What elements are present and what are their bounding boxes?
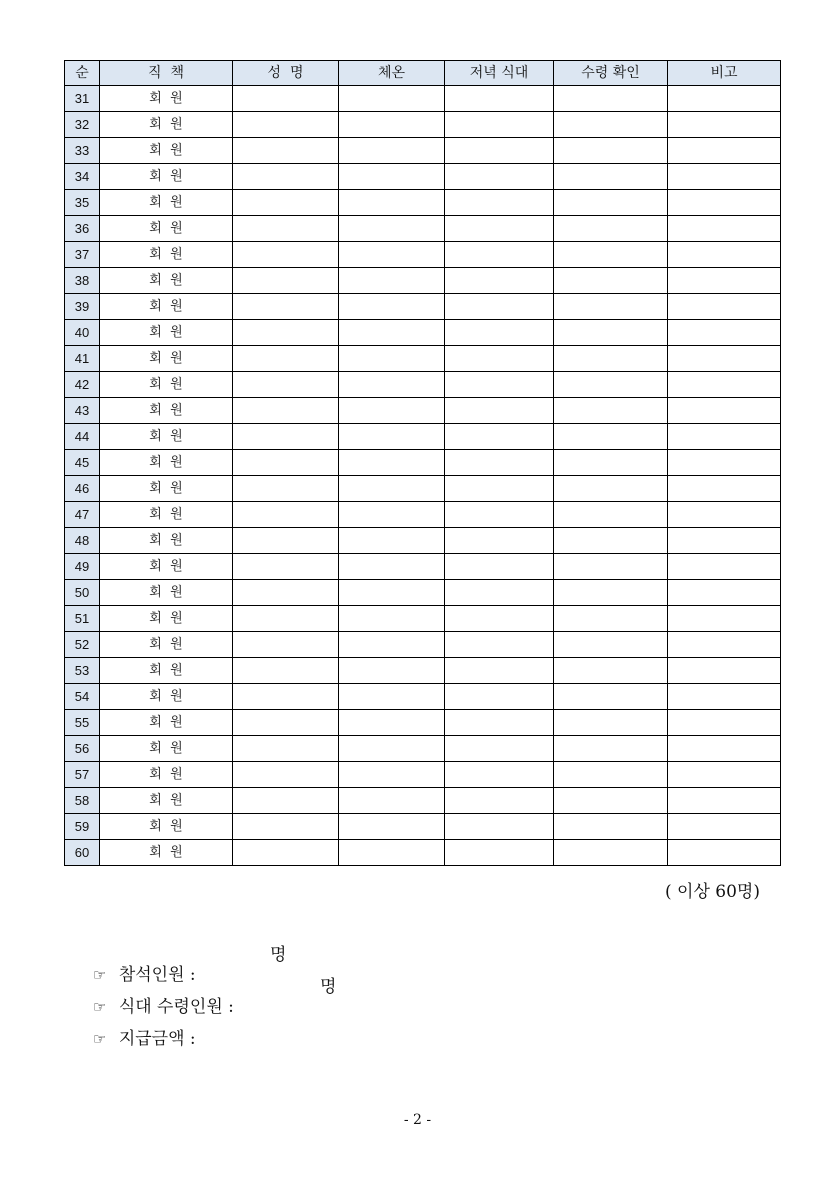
table-row <box>65 372 781 398</box>
row-receipt-confirm-field[interactable] <box>554 606 668 632</box>
row-name-field[interactable] <box>233 216 339 242</box>
table-row <box>65 320 781 346</box>
pointing-hand-icon: ☞ <box>92 966 107 984</box>
memo-allowance-recipients-label: 식대 수령인원 : <box>118 997 234 1017</box>
row-temperature-field[interactable] <box>339 788 445 814</box>
row-dinner-allowance-field[interactable] <box>445 788 554 814</box>
row-name-field[interactable] <box>233 684 339 710</box>
row-name-field[interactable] <box>233 112 339 138</box>
row-dinner-allowance-field[interactable] <box>445 736 554 762</box>
row-position: 회 원 <box>100 294 233 320</box>
row-receipt-confirm-field[interactable] <box>554 268 668 294</box>
row-name-field[interactable] <box>233 658 339 684</box>
row-temperature-field[interactable] <box>339 216 445 242</box>
row-number: 44 <box>65 424 100 450</box>
row-remarks-field[interactable] <box>668 736 781 762</box>
row-dinner-allowance-field[interactable] <box>445 710 554 736</box>
row-receipt-confirm-field[interactable] <box>554 632 668 658</box>
row-name-field[interactable] <box>233 554 339 580</box>
table-row <box>65 684 781 710</box>
row-dinner-allowance-field[interactable] <box>445 216 554 242</box>
row-position: 회 원 <box>100 528 233 554</box>
row-position: 회 원 <box>100 86 233 112</box>
table-row <box>65 606 781 632</box>
row-number: 55 <box>65 710 100 736</box>
row-remarks-field[interactable] <box>668 112 781 138</box>
row-temperature-field[interactable] <box>339 632 445 658</box>
row-temperature-field[interactable] <box>339 268 445 294</box>
row-number: 51 <box>65 606 100 632</box>
row-temperature-field[interactable] <box>339 814 445 840</box>
row-number: 60 <box>65 840 100 866</box>
row-receipt-confirm-field[interactable] <box>554 138 668 164</box>
row-dinner-allowance-field[interactable] <box>445 840 554 866</box>
row-receipt-confirm-field[interactable] <box>554 554 668 580</box>
header-name: 성 명 <box>233 61 339 86</box>
row-temperature-field[interactable] <box>339 86 445 112</box>
row-number: 37 <box>65 242 100 268</box>
table-row <box>65 502 781 528</box>
row-temperature-field[interactable] <box>339 840 445 866</box>
row-position: 회 원 <box>100 502 233 528</box>
table-row <box>65 346 781 372</box>
row-number: 46 <box>65 476 100 502</box>
row-receipt-confirm-field[interactable] <box>554 788 668 814</box>
row-dinner-allowance-field[interactable] <box>445 580 554 606</box>
row-number: 34 <box>65 164 100 190</box>
row-position: 회 원 <box>100 736 233 762</box>
row-temperature-field[interactable] <box>339 606 445 632</box>
row-position: 회 원 <box>100 450 233 476</box>
row-receipt-confirm-field[interactable] <box>554 320 668 346</box>
row-remarks-field[interactable] <box>668 580 781 606</box>
row-dinner-allowance-field[interactable] <box>445 476 554 502</box>
row-number: 56 <box>65 736 100 762</box>
row-remarks-field[interactable] <box>668 710 781 736</box>
table-row <box>65 814 781 840</box>
row-remarks-field[interactable] <box>668 242 781 268</box>
row-dinner-allowance-field[interactable] <box>445 268 554 294</box>
row-position: 회 원 <box>100 320 233 346</box>
row-temperature-field[interactable] <box>339 450 445 476</box>
row-receipt-confirm-field[interactable] <box>554 112 668 138</box>
row-receipt-confirm-field[interactable] <box>554 476 668 502</box>
row-dinner-allowance-field[interactable] <box>445 398 554 424</box>
row-remarks-field[interactable] <box>668 658 781 684</box>
row-receipt-confirm-field[interactable] <box>554 814 668 840</box>
row-temperature-field[interactable] <box>339 710 445 736</box>
table-row <box>65 216 781 242</box>
row-temperature-field[interactable] <box>339 736 445 762</box>
row-dinner-allowance-field[interactable] <box>445 346 554 372</box>
table-row <box>65 294 781 320</box>
row-position: 회 원 <box>100 372 233 398</box>
row-position: 회 원 <box>100 814 233 840</box>
row-temperature-field[interactable] <box>339 294 445 320</box>
row-number: 41 <box>65 346 100 372</box>
row-position: 회 원 <box>100 190 233 216</box>
row-position: 회 원 <box>100 268 233 294</box>
row-temperature-field[interactable] <box>339 762 445 788</box>
row-temperature-field[interactable] <box>339 138 445 164</box>
row-number: 45 <box>65 450 100 476</box>
row-remarks-field[interactable] <box>668 528 781 554</box>
row-receipt-confirm-field[interactable] <box>554 658 668 684</box>
row-number: 31 <box>65 86 100 112</box>
row-temperature-field[interactable] <box>339 190 445 216</box>
table-header <box>65 61 781 86</box>
table-row <box>65 632 781 658</box>
row-name-field[interactable] <box>233 320 339 346</box>
row-remarks-field[interactable] <box>668 86 781 112</box>
table-row <box>65 190 781 216</box>
row-temperature-field[interactable] <box>339 424 445 450</box>
row-remarks-field[interactable] <box>668 788 781 814</box>
row-name-field[interactable] <box>233 580 339 606</box>
row-dinner-allowance-field[interactable] <box>445 554 554 580</box>
table-row <box>65 398 781 424</box>
memo-payment-amount-label: 지급금액 : <box>118 1029 196 1049</box>
row-number: 54 <box>65 684 100 710</box>
row-temperature-field[interactable] <box>339 528 445 554</box>
row-dinner-allowance-field[interactable] <box>445 450 554 476</box>
row-number: 36 <box>65 216 100 242</box>
header-temperature: 체온 <box>339 61 445 86</box>
row-number: 49 <box>65 554 100 580</box>
header-position: 직 책 <box>100 61 233 86</box>
row-number: 43 <box>65 398 100 424</box>
header-receipt-confirm: 수령 확인 <box>554 61 668 86</box>
row-remarks-field[interactable] <box>668 294 781 320</box>
row-receipt-confirm-field[interactable] <box>554 710 668 736</box>
row-receipt-confirm-field[interactable] <box>554 294 668 320</box>
row-remarks-field[interactable] <box>668 684 781 710</box>
row-number: 48 <box>65 528 100 554</box>
row-dinner-allowance-field[interactable] <box>445 762 554 788</box>
table-row <box>65 424 781 450</box>
row-temperature-field[interactable] <box>339 476 445 502</box>
row-temperature-field[interactable] <box>339 164 445 190</box>
row-number: 47 <box>65 502 100 528</box>
row-receipt-confirm-field[interactable] <box>554 580 668 606</box>
table-row <box>65 840 781 866</box>
row-name-field[interactable] <box>233 424 339 450</box>
table-row <box>65 450 781 476</box>
row-remarks-field[interactable] <box>668 606 781 632</box>
row-receipt-confirm-field[interactable] <box>554 684 668 710</box>
table-body <box>65 86 781 866</box>
row-number: 42 <box>65 372 100 398</box>
row-name-field[interactable] <box>233 190 339 216</box>
row-name-field[interactable] <box>233 164 339 190</box>
row-remarks-field[interactable] <box>668 450 781 476</box>
table-row <box>65 242 781 268</box>
row-remarks-field[interactable] <box>668 476 781 502</box>
pointing-hand-icon: ☞ <box>92 1030 107 1048</box>
row-remarks-field[interactable] <box>668 216 781 242</box>
row-receipt-confirm-field[interactable] <box>554 424 668 450</box>
row-number: 58 <box>65 788 100 814</box>
row-dinner-allowance-field[interactable] <box>445 658 554 684</box>
table-row <box>65 268 781 294</box>
memo-payment-amount <box>82 1004 196 1049</box>
row-name-field[interactable] <box>233 710 339 736</box>
row-dinner-allowance-field[interactable] <box>445 86 554 112</box>
header-remarks: 비고 <box>668 61 781 86</box>
row-remarks-field[interactable] <box>668 164 781 190</box>
memo-attendees-unit: 명 <box>270 945 287 965</box>
table-row <box>65 164 781 190</box>
row-position: 회 원 <box>100 476 233 502</box>
row-remarks-field[interactable] <box>668 840 781 866</box>
page-number: - 2 - <box>403 1112 432 1128</box>
row-position: 회 원 <box>100 112 233 138</box>
row-position: 회 원 <box>100 606 233 632</box>
row-receipt-confirm-field[interactable] <box>554 736 668 762</box>
row-remarks-field[interactable] <box>668 268 781 294</box>
row-name-field[interactable] <box>233 86 339 112</box>
row-remarks-field[interactable] <box>668 502 781 528</box>
row-remarks-field[interactable] <box>668 398 781 424</box>
row-position: 회 원 <box>100 840 233 866</box>
row-temperature-field[interactable] <box>339 372 445 398</box>
row-receipt-confirm-field[interactable] <box>554 86 668 112</box>
row-number: 57 <box>65 762 100 788</box>
row-dinner-allowance-field[interactable] <box>445 190 554 216</box>
row-receipt-confirm-field[interactable] <box>554 840 668 866</box>
row-position: 회 원 <box>100 580 233 606</box>
row-dinner-allowance-field[interactable] <box>445 814 554 840</box>
table-row <box>65 710 781 736</box>
row-remarks-field[interactable] <box>668 814 781 840</box>
table-row <box>65 112 781 138</box>
row-remarks-field[interactable] <box>668 372 781 398</box>
row-name-field[interactable] <box>233 450 339 476</box>
row-dinner-allowance-field[interactable] <box>445 164 554 190</box>
row-temperature-field[interactable] <box>339 112 445 138</box>
row-number: 53 <box>65 658 100 684</box>
row-dinner-allowance-field[interactable] <box>445 112 554 138</box>
row-dinner-allowance-field[interactable] <box>445 372 554 398</box>
row-dinner-allowance-field[interactable] <box>445 606 554 632</box>
table-row <box>65 476 781 502</box>
row-name-field[interactable] <box>233 398 339 424</box>
row-dinner-allowance-field[interactable] <box>445 138 554 164</box>
row-receipt-confirm-field[interactable] <box>554 450 668 476</box>
row-name-field[interactable] <box>233 138 339 164</box>
row-position: 회 원 <box>100 632 233 658</box>
row-number: 39 <box>65 294 100 320</box>
row-position: 회 원 <box>100 346 233 372</box>
row-receipt-confirm-field[interactable] <box>554 216 668 242</box>
row-name-field[interactable] <box>233 814 339 840</box>
row-name-field[interactable] <box>233 268 339 294</box>
row-name-field[interactable] <box>233 788 339 814</box>
row-temperature-field[interactable] <box>339 554 445 580</box>
header-dinner-allowance: 저녁 식대 <box>445 61 554 86</box>
row-position: 회 원 <box>100 762 233 788</box>
row-position: 회 원 <box>100 242 233 268</box>
row-dinner-allowance-field[interactable] <box>445 528 554 554</box>
row-number: 38 <box>65 268 100 294</box>
row-name-field[interactable] <box>233 528 339 554</box>
row-position: 회 원 <box>100 554 233 580</box>
row-number: 33 <box>65 138 100 164</box>
row-remarks-field[interactable] <box>668 190 781 216</box>
header-number: 순 <box>65 61 100 86</box>
row-number: 52 <box>65 632 100 658</box>
row-receipt-confirm-field[interactable] <box>554 242 668 268</box>
row-dinner-allowance-field[interactable] <box>445 242 554 268</box>
row-name-field[interactable] <box>233 294 339 320</box>
row-dinner-allowance-field[interactable] <box>445 502 554 528</box>
row-name-field[interactable] <box>233 372 339 398</box>
row-position: 회 원 <box>100 710 233 736</box>
row-remarks-field[interactable] <box>668 762 781 788</box>
row-temperature-field[interactable] <box>339 398 445 424</box>
table-row <box>65 762 781 788</box>
row-position: 회 원 <box>100 138 233 164</box>
row-position: 회 원 <box>100 658 233 684</box>
table-row <box>65 86 781 112</box>
row-name-field[interactable] <box>233 502 339 528</box>
row-receipt-confirm-field[interactable] <box>554 762 668 788</box>
table-row <box>65 658 781 684</box>
row-number: 59 <box>65 814 100 840</box>
row-remarks-field[interactable] <box>668 320 781 346</box>
memo-attendees-label: 참석인원 : <box>118 965 196 985</box>
row-temperature-field[interactable] <box>339 320 445 346</box>
row-receipt-confirm-field[interactable] <box>554 164 668 190</box>
row-remarks-field[interactable] <box>668 632 781 658</box>
row-position: 회 원 <box>100 424 233 450</box>
row-name-field[interactable] <box>233 606 339 632</box>
row-receipt-confirm-field[interactable] <box>554 346 668 372</box>
row-temperature-field[interactable] <box>339 684 445 710</box>
row-temperature-field[interactable] <box>339 346 445 372</box>
row-number: 35 <box>65 190 100 216</box>
row-receipt-confirm-field[interactable] <box>554 372 668 398</box>
memo-allowance-recipients-unit: 명 <box>320 977 337 997</box>
row-name-field[interactable] <box>233 762 339 788</box>
row-receipt-confirm-field[interactable] <box>554 502 668 528</box>
row-position: 회 원 <box>100 164 233 190</box>
row-position: 회 원 <box>100 398 233 424</box>
row-number: 40 <box>65 320 100 346</box>
row-position: 회 원 <box>100 684 233 710</box>
row-name-field[interactable] <box>233 632 339 658</box>
row-name-field[interactable] <box>233 476 339 502</box>
table-row <box>65 580 781 606</box>
pointing-hand-icon: ☞ <box>92 998 107 1016</box>
row-temperature-field[interactable] <box>339 242 445 268</box>
table-row <box>65 138 781 164</box>
table-row <box>65 736 781 762</box>
row-receipt-confirm-field[interactable] <box>554 398 668 424</box>
row-temperature-field[interactable] <box>339 502 445 528</box>
attendance-table <box>64 60 781 866</box>
row-dinner-allowance-field[interactable] <box>445 294 554 320</box>
row-dinner-allowance-field[interactable] <box>445 424 554 450</box>
row-number: 32 <box>65 112 100 138</box>
row-dinner-allowance-field[interactable] <box>445 632 554 658</box>
row-remarks-field[interactable] <box>668 346 781 372</box>
row-dinner-allowance-field[interactable] <box>445 320 554 346</box>
row-position: 회 원 <box>100 216 233 242</box>
row-name-field[interactable] <box>233 242 339 268</box>
row-receipt-confirm-field[interactable] <box>554 190 668 216</box>
row-number: 50 <box>65 580 100 606</box>
row-receipt-confirm-field[interactable] <box>554 528 668 554</box>
row-name-field[interactable] <box>233 346 339 372</box>
row-position: 회 원 <box>100 788 233 814</box>
summary-count: ( 이상 60명) <box>665 882 760 902</box>
row-temperature-field[interactable] <box>339 658 445 684</box>
row-name-field[interactable] <box>233 840 339 866</box>
row-dinner-allowance-field[interactable] <box>445 684 554 710</box>
row-remarks-field[interactable] <box>668 424 781 450</box>
table-row <box>65 554 781 580</box>
table-row <box>65 528 781 554</box>
row-remarks-field[interactable] <box>668 138 781 164</box>
table-row <box>65 788 781 814</box>
row-remarks-field[interactable] <box>668 554 781 580</box>
row-temperature-field[interactable] <box>339 580 445 606</box>
row-name-field[interactable] <box>233 736 339 762</box>
